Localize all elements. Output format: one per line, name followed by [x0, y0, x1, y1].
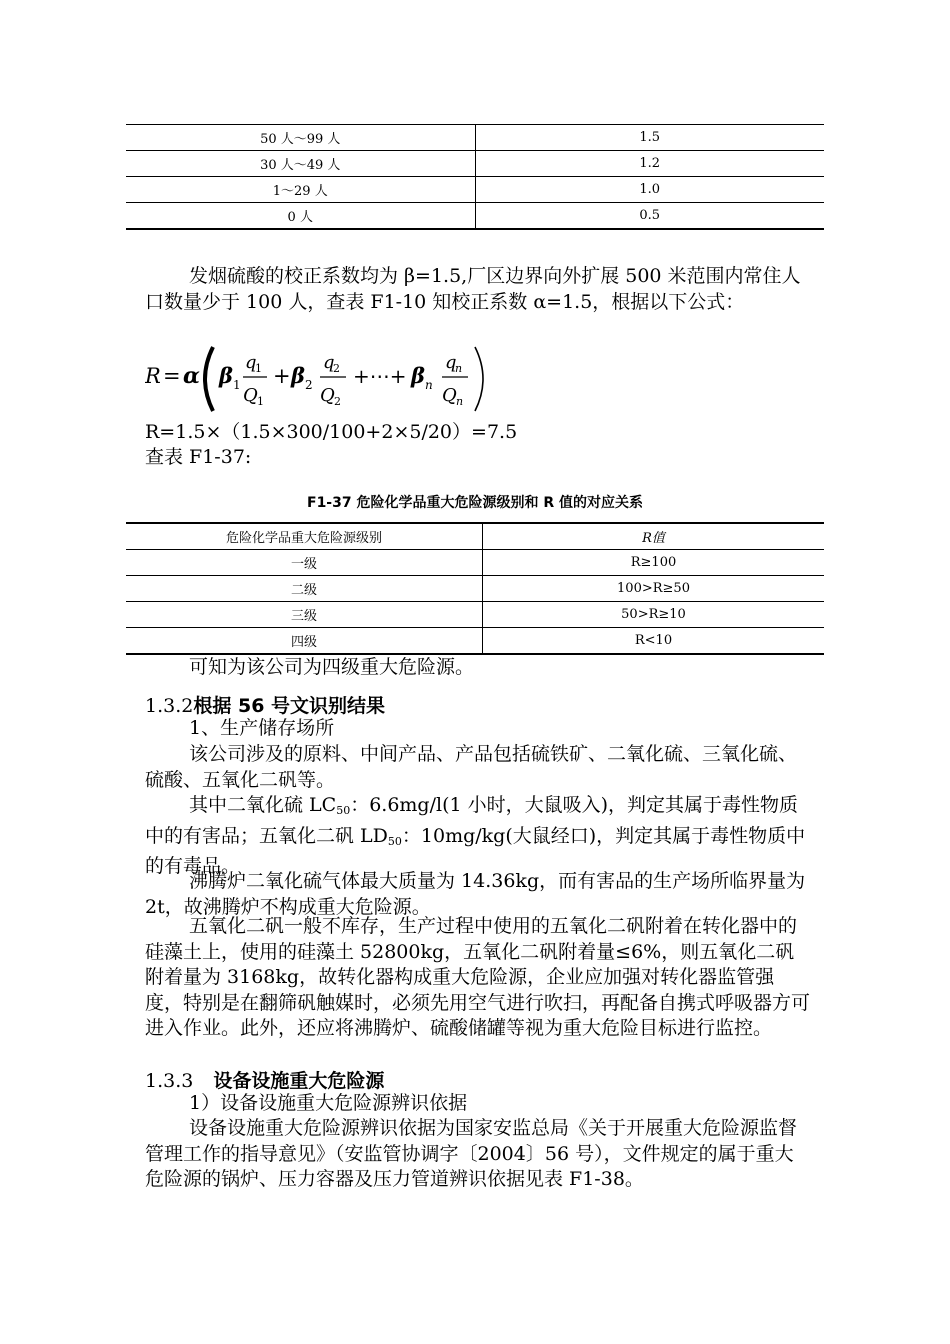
section-number: 1.3.3	[145, 1070, 194, 1092]
table-row	[126, 628, 824, 655]
section-title: 根据 56 号文识别结果	[193, 695, 386, 717]
formula-alpha: α	[183, 363, 200, 389]
lookup-line: 查表 F1-37:	[145, 446, 252, 468]
conclusion-text: 可知为该公司为四级重大危险源。	[189, 656, 475, 678]
materials-paragraph: 该公司涉及的原料、中间产品、产品包括硫铁矿、二氧化硫、三氧化硫、硫酸、五氧化二矾等。	[145, 743, 798, 791]
Qn-sub: n	[456, 395, 464, 408]
table-row	[126, 177, 824, 203]
vanadium-paragraph: 五氧化二矾一般不库存，生产过程中使用的五氧化二矾附着在转化器中的硅藻土上，使用的硅藻土 52800kg，五氧化二矾附着量≤6%，则五氧化二矾附着量为 3168kg，故转化器构成重大危险源，企业应加强对转化器监管强度，特别是在翻筛矾触媒时，必须先用空气进行吹扫，再配备自携式呼吸器方可进入作业。此外，还应将沸腾炉、硫酸储罐等视为重大危险目标进行监控。	[145, 915, 811, 1039]
section-heading-1-3-2	[145, 691, 385, 718]
plus-1: +	[273, 364, 291, 388]
risk-formula	[145, 343, 505, 415]
q1: q	[245, 352, 257, 373]
beta-1: β	[219, 363, 233, 388]
table-row	[126, 602, 824, 628]
q2-sub: 2	[333, 362, 340, 375]
toxic-text-1: 其中二氧化硫 LC	[189, 794, 337, 816]
table-cell: 0.5	[475, 203, 824, 230]
table-header: R值	[483, 523, 825, 550]
qn: q	[445, 352, 457, 373]
toxic-text-2: ：6.6mg/l(1 小时，大鼠吸入)，判定其属于毒性物质中的有害品；五氧化二矾 LD	[145, 794, 799, 847]
table-cell: 50 人～99 人	[126, 125, 475, 151]
table-cell: 一级	[126, 550, 483, 576]
calc-line: R=1.5×（1.5×300/100+2×5/20）=7.5	[145, 421, 518, 443]
table-row	[126, 550, 824, 576]
Q2: Q	[320, 385, 335, 406]
table-cell: 50>R≥10	[483, 602, 825, 628]
table-caption: F1-37 危险化学品重大危险源级别和 R 值的对应关系	[307, 495, 643, 511]
Q2-sub: 2	[334, 395, 341, 408]
beta-n-sub: n	[425, 378, 433, 392]
ld50-subscript: 50	[387, 834, 402, 848]
beta-2-sub: 2	[305, 378, 313, 392]
formula-lhs: R	[145, 364, 161, 388]
section-title: 设备设施重大危险源	[213, 1070, 385, 1092]
beta-2: β	[291, 363, 305, 388]
item-production-storage: 1、生产储存场所	[189, 717, 335, 739]
item-basis: 1）设备设施重大危险源辨识依据	[189, 1092, 468, 1114]
table-cell: 四级	[126, 628, 483, 655]
Q1: Q	[243, 385, 258, 406]
lc50-subscript: 50	[336, 804, 351, 817]
table-cell: 1～29 人	[126, 177, 475, 203]
population-correction-table	[126, 124, 824, 230]
table-cell: 0 人	[126, 203, 475, 230]
Q1-sub: 1	[257, 395, 264, 408]
toxic-text-3: ：10mg/kg(大鼠经口)，判定其属于毒性物质中的有毒品。	[145, 824, 806, 877]
section-number: 1.3.2	[145, 695, 194, 717]
table-cell: 1.5	[475, 125, 824, 151]
qn-sub: n	[455, 362, 463, 375]
table-header-row	[126, 523, 824, 550]
table-row	[126, 576, 824, 602]
table-cell: R<10	[483, 628, 825, 655]
table-cell: 100>R≥50	[483, 576, 825, 602]
formula-eq: =	[163, 364, 181, 388]
table-cell: 30 人～49 人	[126, 151, 475, 177]
right-paren	[475, 347, 483, 411]
table-cell: 二级	[126, 576, 483, 602]
Qn: Q	[442, 385, 457, 406]
table-cell: 1.0	[475, 177, 824, 203]
table-cell: 1.2	[475, 151, 824, 177]
plus-dots: +⋯+	[353, 364, 407, 388]
table-row	[126, 203, 824, 230]
q2: q	[323, 352, 335, 373]
beta-n: β	[411, 363, 425, 388]
toxicity-paragraph	[145, 793, 810, 880]
table-cell: 三级	[126, 602, 483, 628]
q1-sub: 1	[255, 362, 262, 375]
table-cell: R≥100	[483, 550, 825, 576]
correction-paragraph: 发烟硫酸的校正系数均为 β=1.5,厂区边界向外扩展 500 米范围内常住人口数量少于 100 人，查表 F1-10 知校正系数 α=1.5，根据以下公式：	[145, 265, 801, 313]
section-heading-1-3-3	[145, 1066, 384, 1093]
left-paren	[205, 347, 213, 411]
hazard-level-table	[126, 522, 824, 655]
table-row	[126, 125, 824, 151]
table-row	[126, 151, 824, 177]
basis-paragraph: 设备设施重大危险源辨识依据为国家安监总局《关于开展重大危险源监督管理工作的指导意见》（安监管协调字〔2004〕56 号），文件规定的属于重大危险源的锅炉、压力容器及压力管道辨识依据见表 F1-38。	[145, 1117, 798, 1190]
boiler-paragraph: 沸腾炉二氧化硫气体最大质量为 14.36kg，而有害品的生产场所临界量为 2t，故沸腾炉不构成重大危险源。	[145, 870, 806, 918]
beta-1-sub: 1	[233, 378, 241, 392]
table-header: 危险化学品重大危险源级别	[126, 523, 483, 550]
